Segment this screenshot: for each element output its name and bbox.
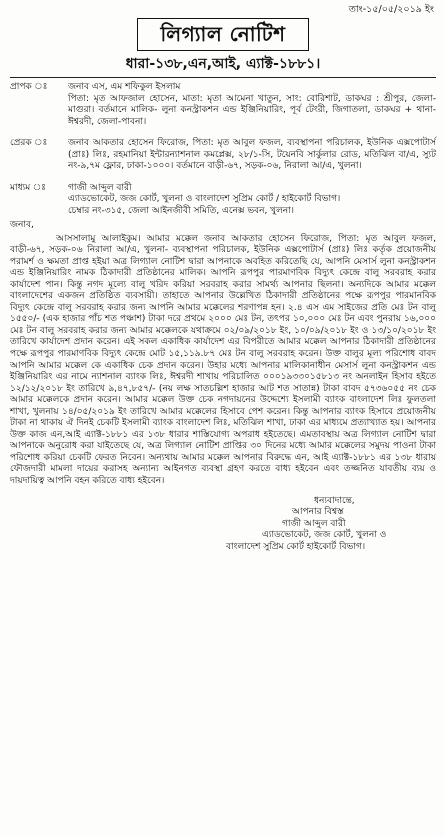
recipient-name: জনাব এস, এম শফিকুল ইসলাম [68,82,181,92]
via-block [10,183,436,218]
sender-label: প্রেরক ঃ [10,138,48,148]
title-wrapper [10,18,436,51]
via-designation: এ্যাডভোকেট, জজ কোর্ট, খুলনা ও বাংলাদেশ সুপ্রিম কোর্ট / হাইকোর্ট বিভাগ। [68,194,341,204]
signatory-title-2: বাংলাদেশ সুপ্রিম কোর্ট হাইকোর্ট বিভাগ। [226,541,366,552]
closing-block [226,496,436,554]
via-body [68,183,436,218]
recipient-details: পিতা: মৃত আফজাল হোসেন, মাতা: মৃতা আমেনা খাতুন, সাং: বোরিশাট, ডাকঘর : শ্রীপুর, জেলা-মাগুরা। বর্তমানে মালিক- লুনা কনস্ট্রাকশন এন্ড ইঞ্জিনিয়ারিং, পূর্ব টেংরী, জিগাতলা, ডাকঘর + থানা-ঈশ্বরদী, জেলা-পাবনা। [68,93,436,127]
closing-yours: আপনার বিশ্বস্ত [292,507,344,518]
title-divider [10,77,436,78]
via-label: মাধ্যম ঃ [10,182,46,193]
signatory-title-1: এ্যাডভোকেট, জজ কোর্ট, খুলনা ও [262,530,387,541]
notice-date: তাং-১৫/০৫/২০১৯ ইং [348,4,434,15]
notice-subtitle: ধারা-১৩৮,এন,আই, এ্যাক্ট-১৮৮১। [125,56,321,72]
sender-block [10,138,436,173]
closing-thanks: ধন্যবাদান্তে, [314,495,355,506]
via-name: গাজী আব্দুল বারী [68,182,132,193]
recipient-label: প্রাপক ঃ [10,82,48,92]
notice-body: আসসালামু আলাইকুম। আমার মক্কেল জনাব আকতার হোসেন ফিরোজ, পিতা: মৃত আবুল ফজল, বাড়ী-৬৭, সড়ক-০৬ নিরালা আ/এ, খুলনা- ব্যবস্থাপনা পরিচালক, ইউনিক এক্সপোটার্স (প্রাঃ) লিঃ কর্তৃক প্রয়োজনীয় পরামর্শ ও ক্ষমতা প্রাপ্ত হইয়া অত্র লিগ্যাল নোটিশ দ্বারা আপনাকে অবহিত করিতেছি যে, আপনি মেসার্স লুনা কনস্ট্রাকশন এন্ড ইঞ্জিনিয়ারিং নামক ঠিকাদারী প্রতিষ্ঠানের মালিক। আপনি রূপপুর পারমাণবিক বিদ্যুৎ কেন্দ্রে বালু সরবরাহ করার কার্যাদেশ পান। কিন্তু নগদ মূল্যে বালু খরিদ করিয়া সরবরাহ করার সামর্থ্য আপনার ছিলনা। অন্যদিকে আমার মক্কেল বাংলাদেশের একজন প্রতিষ্ঠিত ব্যবসায়ী। তাহাতে আপনার উল্লেখিত ঠিকাদারী প্রতিষ্ঠানের পক্ষে রূপপুর পারমানবিক বিদ্যুৎ কেন্দ্রে বালু সরবরাহ করার জন্য আপনি আমার মক্কেলের শরণাপন্ন হন। ২.৪ এস এম সাইজের প্রতি মেঃ টন বালু ১৫৫০/- (এক হাজার পাঁচ শত পঞ্চাশ) টাকা দরে প্রথমে ২০০০ মেঃ টন, তৎপর ১০,০০০ মেঃ টন এবং পুনরায় ১৬,০০০ মেঃ টন বালু সরবরাহ করার জন্য আমার মক্কেলকে যথাক্রমে ০২/০৯/২০১৮ ইং, ১০/০৯/২০১৮ ইং ও ১৩/১০/২০১৮ ইং তারিখে কার্যাদেশ প্রদান করেন। এই সকল একাধিক কার্যাদেশ এর বিপরীতে আমার মক্কেল আপনার ঠিকাদারী প্রতিষ্ঠানের পক্ষে রূপপুর পারমাণবিক বিদ্যুৎ কেন্দ্রে মোট ১৫,১১৯.৮৭ মেঃ টন বালু সরবরাহ করেন। উক্ত বালুর মূল্য পরিশোধ বাবদ আপনি আমার মক্কেল কে একাধিক চেক প্রদান করেন। উহার মধ্যে আপনার মালিকানাধীন মেসার্স লুনা কনস্ট্রাকশন এন্ড ইঞ্জিনিয়ারিং এর নামে ন্যাশনাল ব্যাংক লিঃ, ঈশ্বরদী শাখায় পরিচালিত ০০০১৯৩৩০১৫৮১৩ নং অনলাইন হিসাব হইতে ১২/১২/২০১৮ ইং তারিখে ৯,৪৭,৮৫৭/- (নয় লক্ষ সাতচল্লিশ হাজার আট শত সাতান্ন) টাকা বাবদ ৫৭৩৬০৫৫ নং চেক আমার মক্কেলকে প্রদান করেন। আমার মক্কেল উক্ত চেক নগদায়নের উদ্দেশ্যে ইসলামী ব্যাংক বাংলাদেশ লিঃ ফুলতলা শাখা, খুলনায় ১৪/০৫/২০১৯ ইং তারিখে আমার মক্কেলের হিসাবে পেশ করেন। কিন্তু আপনার ব্যাংক হিসাবে প্রয়োজনীয় টাকা না থাকায় ঐ দিনই চেকটি ইসলামী ব্যাংক বাংলাদেশ লিঃ, মতিঝিল শাখা, ঢাকা এর মাধ্যমে প্রত্যাখ্যাত হয়। আপনার উক্ত কাজ এন,আই এ্যাক্ট-১৮৮১ এর ১৩৮ ধারার শাস্তিযোগ্য অপরাধ হইতেছে। এমতাবস্থায় অত্র লিগ্যাল নোটিশ দ্বারা আপনাকে অনুরোধ করা যাইতেছে যে, অত্র লিগ্যাল নোটিশ প্রাপ্তির ৩০ দিনের মধ্যে আমার মক্কেলের সমুদয় পাওনা টাকা পরিশোধ করিয়া চেকটি ফেরত নিবেন। অন্যথায় আমার মক্কেল আপনার বিরুদ্ধে এন, আই এ্যাক্ট-১৮৮১ এর ১৩৮ ধারায় ফৌজদারী মামলা দায়ের করাসহ অন্যান্য আইনগত ব্যবস্থা গ্রহণ করতে বাধ্য হইবেন এবং তজ্জনিত যাবতীয় ব্যয় ও দায়দায়িত্ব আপনি বহন করিতে বাধ্য হইবেন। [10,233,436,486]
notice-title: লিগ্যাল নোটিশ [137,18,308,51]
via-chamber: চেম্বার নং-৩১৫, জেলা আইনজীবী সমিতি, এনেক্স ভবন, খুলনা। [68,205,294,216]
recipient-body [68,82,436,128]
sender-body: জনাব আকতার হোসেন ফিরোজ, পিতা: মৃত আবুল ফজল, ব্যবস্থাপনা পরিচালক, ইউনিক এক্সপোটার্স (প্রাঃ) লিঃ, রহমানিয়া ইন্টারন্যাশনাল কমপ্লেক্স, ২৮/১-সি, টয়েনবি সার্কুলার রোড, মতিঝিল বা/এ, স্যুট নং-৯,৭ম ফ্লোর, ঢাকা-১০০০। বর্তমানে বাড়ী-৬৭, সড়ক-০৬, নিরালা আ/এ, খুলনা। [68,138,436,171]
signatory-name: গাজী আব্দুল বারী [282,518,346,529]
salutation: জনাব, [10,220,34,230]
recipient-block [10,82,436,128]
